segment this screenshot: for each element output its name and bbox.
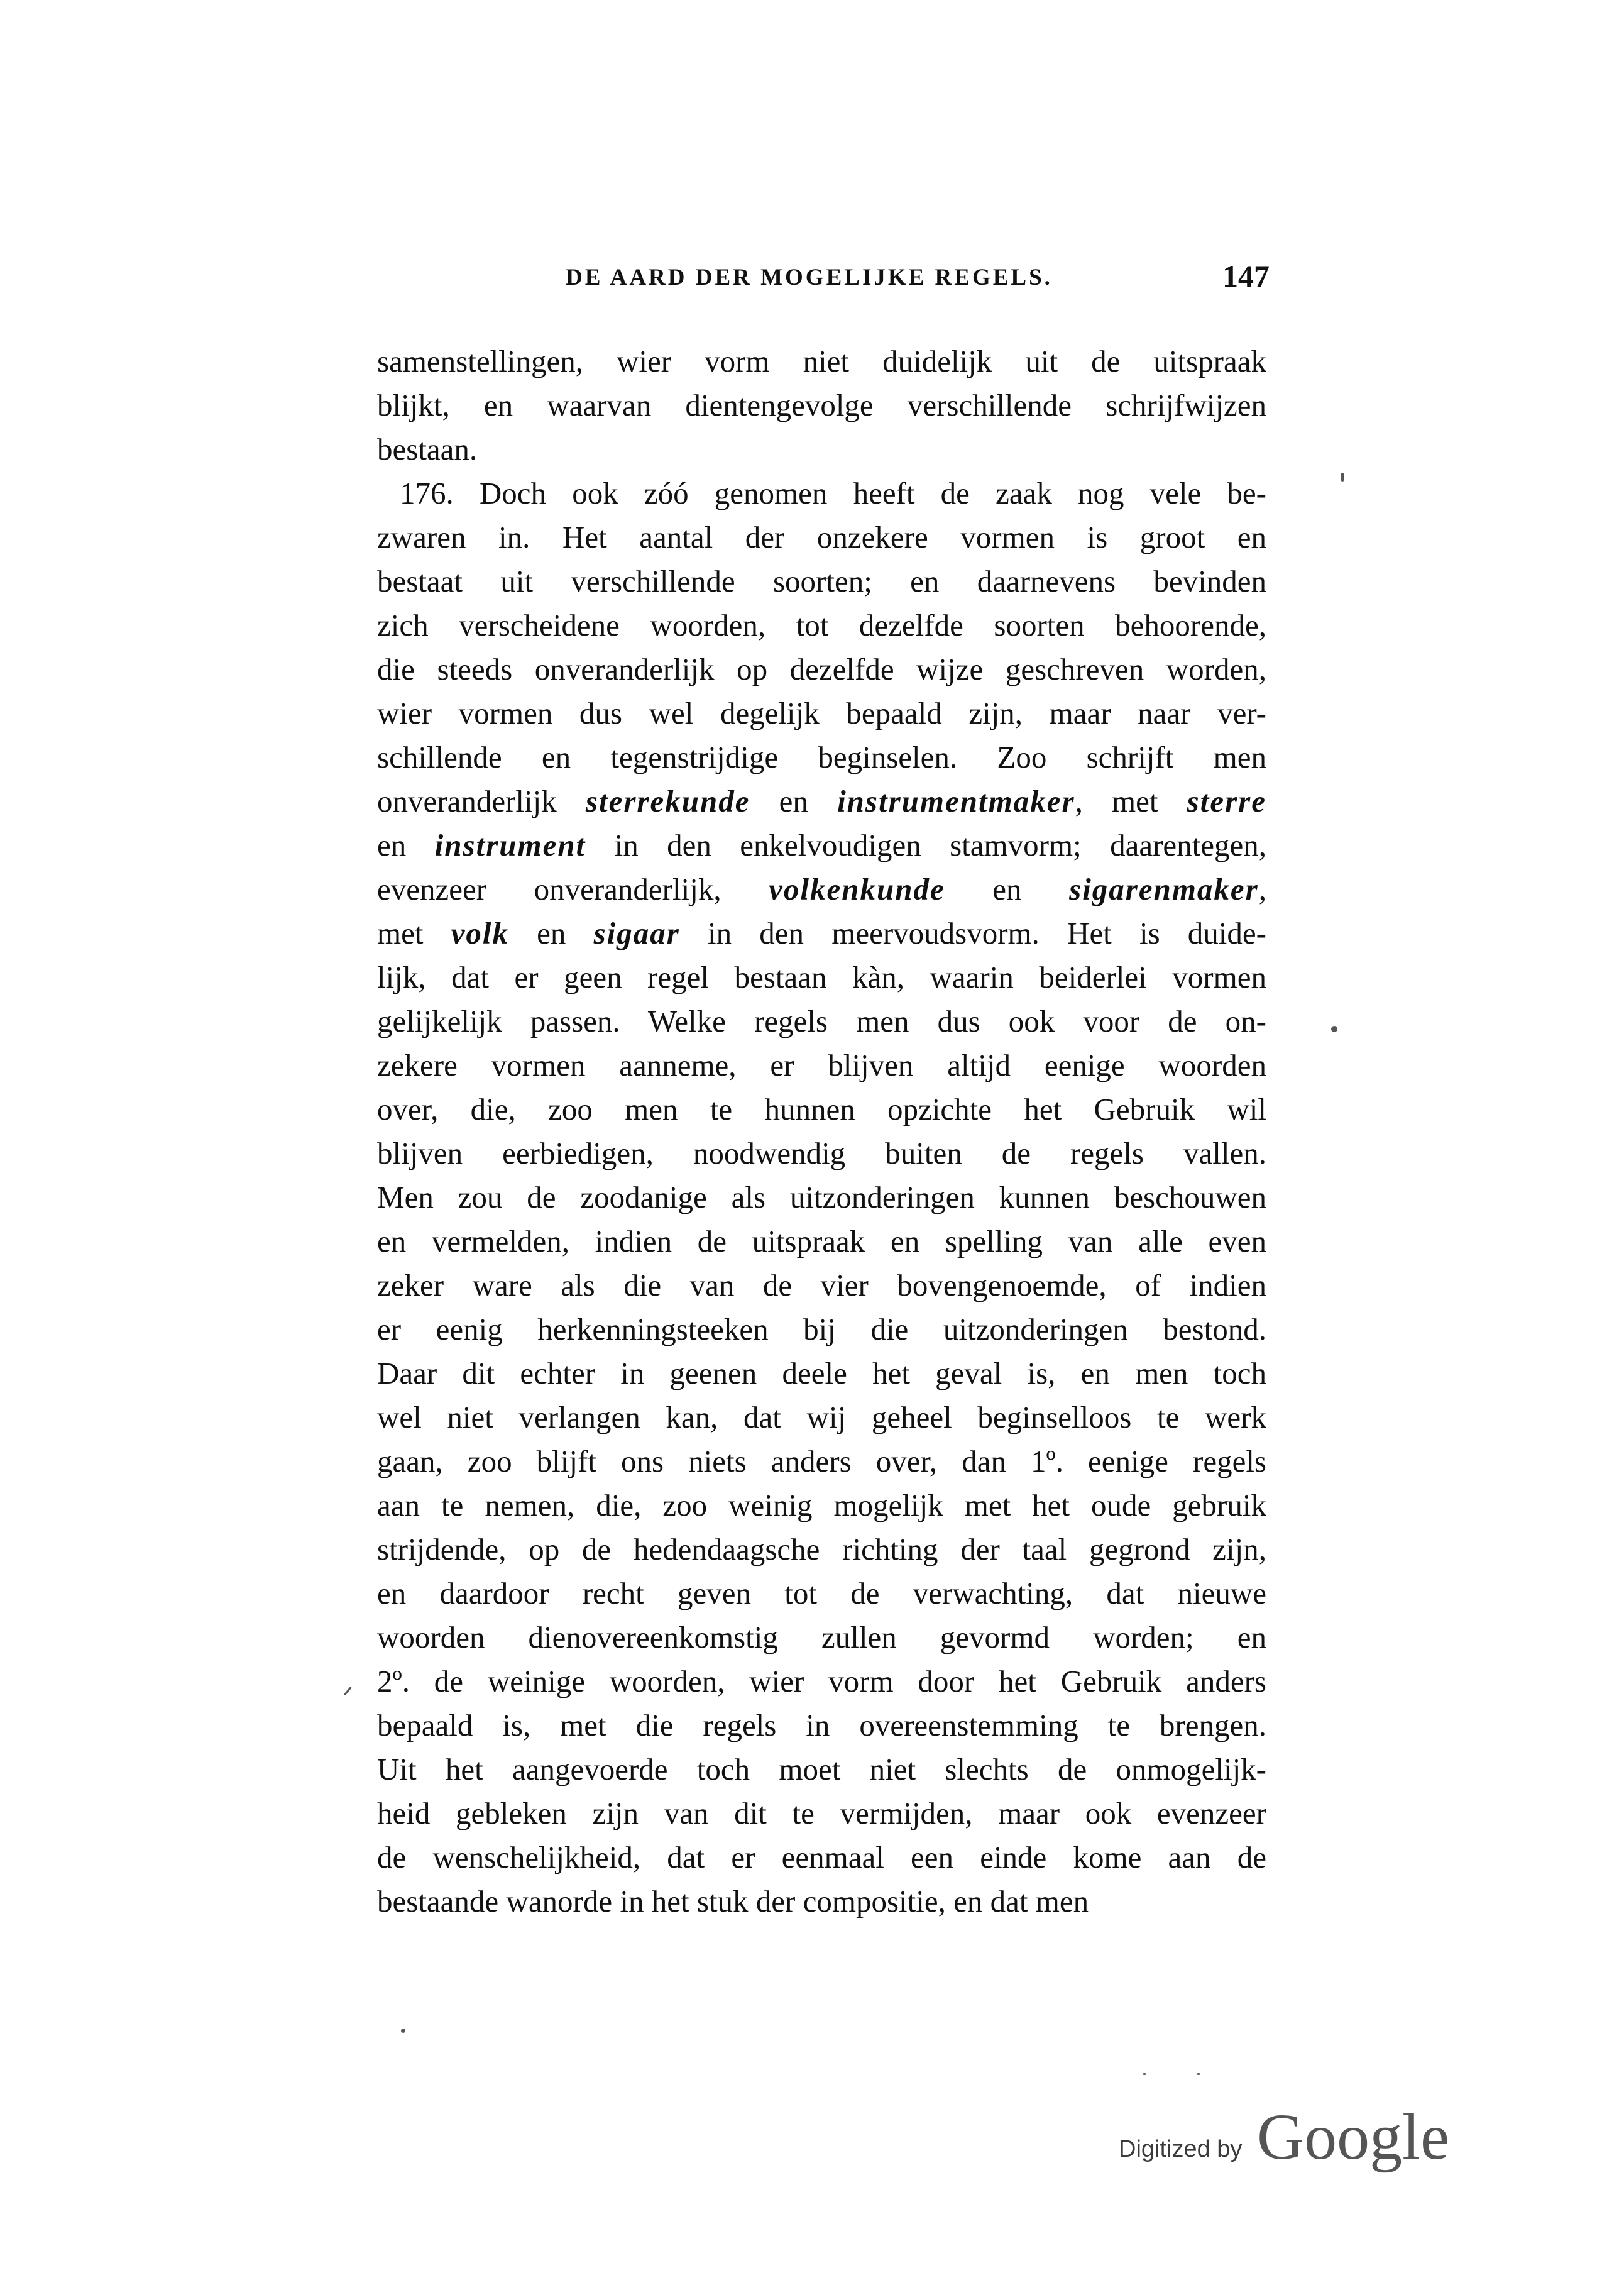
google-logo: Google: [1257, 2101, 1450, 2173]
text-line: bestaat uit verschillende soorten; en daarnevens bevinden: [377, 564, 1266, 598]
digitized-by-google-watermark: [1119, 2100, 1471, 2173]
text-line: en vermelden, indien de uitspraak en spelling van alle even: [377, 1224, 1266, 1258]
scan-speck: [1341, 473, 1344, 482]
text-line: gelijkelijk passen. Welke regels men dus ook voor de on-: [377, 1004, 1266, 1038]
italic-term: instrumentmaker: [837, 784, 1075, 818]
text-line: die steeds onveranderlijk op dezelfde wijze geschreven worden,: [377, 652, 1266, 686]
text-line: er eenig herkenningsteeken bij die uitzonderingen bestond.: [377, 1312, 1266, 1346]
body-text: [377, 339, 1266, 1924]
text-line: bestaan.: [377, 432, 478, 466]
italic-term: volkenkunde: [769, 872, 945, 906]
text-line: bestaande wanorde in het stuk der compositie, en dat men: [377, 1884, 1089, 1918]
italic-term: volk: [451, 916, 510, 950]
text-line: en instrument in den enkelvoudigen stamvorm; daarentegen,: [377, 828, 1266, 862]
text-line: Uit het aangevoerde toch moet niet slechts de onmogelijk-: [377, 1752, 1266, 1786]
text-line: schillende en tegenstrijdige beginselen. Zoo schrijft men: [377, 740, 1266, 774]
text-line: zwaren in. Het aantal der onzekere vormen is groot en: [377, 520, 1266, 554]
text-line: heid gebleken zijn van dit te vermijden, maar ook evenzeer: [377, 1796, 1266, 1830]
text-line: 2º. de weinige woorden, wier vorm door het Gebruik anders: [377, 1664, 1266, 1698]
scan-speck: [1197, 2073, 1200, 2075]
text-line: over, die, zoo men te hunnen opzichte het Gebruik wil: [377, 1092, 1266, 1126]
text-line: zich verscheidene woorden, tot dezelfde soorten behoorende,: [377, 608, 1266, 642]
running-title: DE AARD DER MOGELIJKE REGELS.: [566, 265, 1053, 290]
running-head: [377, 258, 1270, 302]
page-number: 147: [1222, 258, 1270, 294]
text-line: en daardoor recht geven tot de verwachting, dat nieuwe: [377, 1576, 1266, 1610]
text-line: gaan, zoo blijft ons niets anders over, dan 1º. eenige regels: [377, 1444, 1266, 1478]
text-line: wel niet verlangen kan, dat wij geheel beginselloos te werk: [377, 1400, 1266, 1434]
text-line: 176. Doch ook zóó genomen heeft de zaak nog vele be-: [400, 476, 1266, 510]
text-line: aan te nemen, die, zoo weinig mogelijk met het oude gebruik: [377, 1488, 1266, 1522]
text-line: met volk en sigaar in den meervoudsvorm. Het is duide-: [377, 916, 1266, 950]
text-line: Daar dit echter in geenen deele het geval is, en men toch: [377, 1356, 1266, 1390]
text-line: wier vormen dus wel degelijk bepaald zijn, maar naar ver-: [377, 696, 1266, 730]
text-line: bepaald is, met die regels in overeenstemming te brengen.: [377, 1708, 1266, 1742]
text-line: de wenschelijkheid, dat er eenmaal een einde kome aan de: [377, 1840, 1266, 1874]
text-line: evenzeer onveranderlijk, volkenkunde en sigarenmaker,: [377, 872, 1266, 906]
text-line: strijdende, op de hedendaagsche richting der taal gegrond zijn,: [377, 1532, 1266, 1566]
italic-term: sigaar: [593, 916, 680, 950]
italic-term: instrument: [434, 828, 586, 862]
digitized-by-label: Digitized by: [1119, 2136, 1243, 2162]
scan-speck: [401, 2029, 405, 2033]
scan-speck: [344, 1687, 352, 1695]
scan-speck: [1143, 2073, 1146, 2075]
text-line: samenstellingen, wier vorm niet duidelijk uit de uitspraak: [377, 344, 1266, 378]
scan-speck: [1331, 1026, 1337, 1032]
italic-term: sterre: [1187, 784, 1266, 818]
text-line: woorden dienovereenkomstig zullen gevormd worden; en: [377, 1620, 1266, 1654]
italic-term: sterrekunde: [585, 784, 750, 818]
text-line: onveranderlijk sterrekunde en instrumentmaker, met sterre: [377, 784, 1266, 818]
italic-term: sigarenmaker: [1069, 872, 1259, 906]
text-line: zekere vormen aanneme, er blijven altijd eenige woorden: [377, 1048, 1266, 1082]
text-line: zeker ware als die van de vier bovengenoemde, of indien: [377, 1268, 1266, 1302]
text-line: Men zou de zoodanige als uitzonderingen kunnen beschouwen: [377, 1180, 1266, 1214]
text-line: lijk, dat er geen regel bestaan kàn, waarin beiderlei vormen: [377, 960, 1266, 994]
text-line: blijkt, en waarvan dientengevolge verschillende schrijfwijzen: [377, 388, 1266, 422]
text-line: blijven eerbiedigen, noodwendig buiten de regels vallen.: [377, 1136, 1266, 1170]
